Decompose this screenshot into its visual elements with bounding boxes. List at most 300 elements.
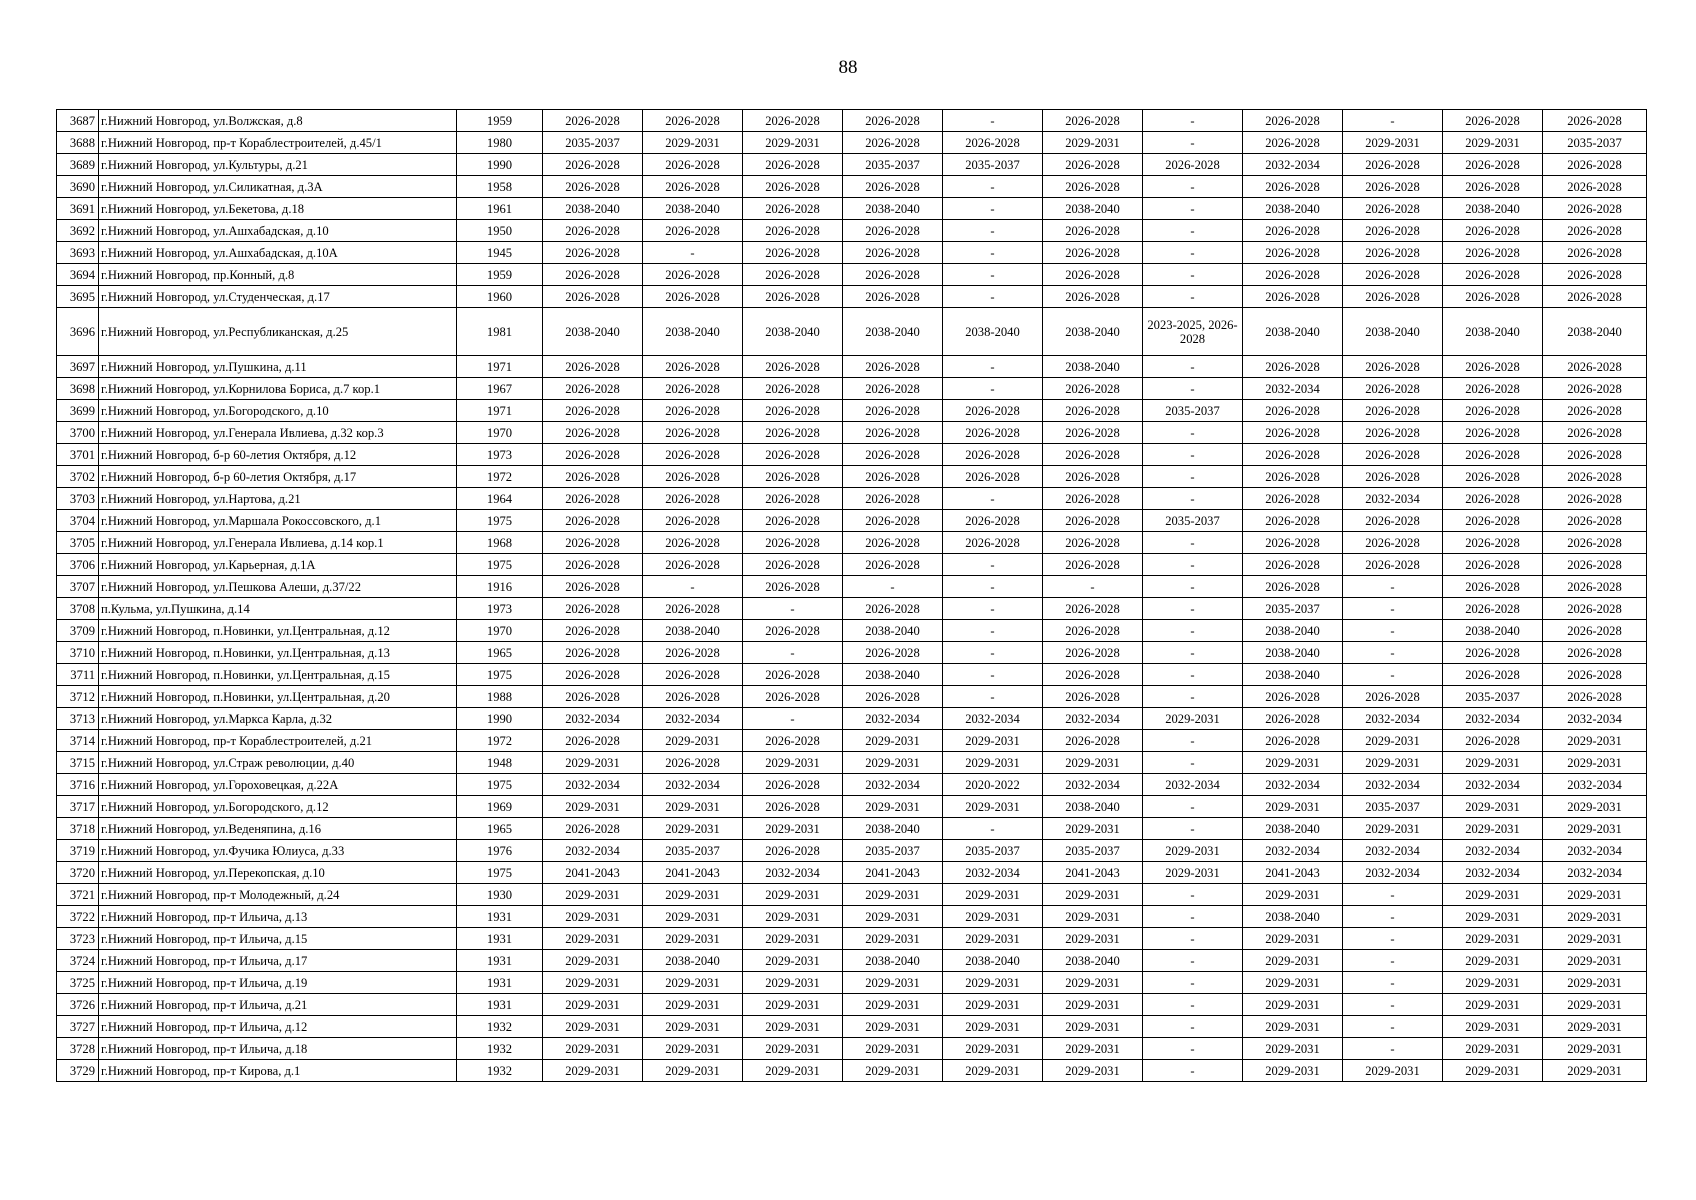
work-period-cell: 2035-2037 bbox=[843, 840, 943, 862]
work-period-cell: 2026-2028 bbox=[543, 818, 643, 840]
work-period-cell: 2029-2031 bbox=[1543, 1060, 1647, 1082]
work-period-cell: 2026-2028 bbox=[1443, 356, 1543, 378]
address-cell: г.Нижний Новгород, б-р 60-летия Октября, д.12 bbox=[99, 444, 457, 466]
work-period-cell: 2026-2028 bbox=[543, 730, 643, 752]
year-built-cell: 1959 bbox=[457, 264, 543, 286]
work-period-cell: 2026-2028 bbox=[643, 378, 743, 400]
work-period-cell: 2035-2037 bbox=[943, 840, 1043, 862]
work-period-cell: 2029-2031 bbox=[1443, 906, 1543, 928]
address-cell: г.Нижний Новгород, ул.Республиканская, д.25 bbox=[99, 308, 457, 356]
work-period-cell: 2026-2028 bbox=[1543, 532, 1647, 554]
work-period-cell: 2029-2031 bbox=[843, 928, 943, 950]
work-period-cell: 2026-2028 bbox=[643, 220, 743, 242]
work-period-cell: 2029-2031 bbox=[743, 950, 843, 972]
work-period-cell: 2038-2040 bbox=[643, 308, 743, 356]
work-period-cell: 2032-2034 bbox=[643, 708, 743, 730]
row-number-cell: 3703 bbox=[57, 488, 99, 510]
year-built-cell: 1980 bbox=[457, 132, 543, 154]
work-period-cell: 2026-2028 bbox=[1243, 400, 1343, 422]
work-period-cell: 2029-2031 bbox=[1543, 928, 1647, 950]
work-period-cell: 2026-2028 bbox=[643, 752, 743, 774]
work-period-cell: 2032-2034 bbox=[1443, 774, 1543, 796]
work-period-cell: - bbox=[943, 576, 1043, 598]
work-period-cell: 2035-2037 bbox=[1343, 796, 1443, 818]
work-period-cell: - bbox=[943, 110, 1043, 132]
work-period-cell: 2038-2040 bbox=[1443, 308, 1543, 356]
work-period-cell: 2032-2034 bbox=[1043, 774, 1143, 796]
work-period-cell: 2035-2037 bbox=[643, 840, 743, 862]
work-period-cell: 2038-2040 bbox=[1443, 198, 1543, 220]
row-number-cell: 3722 bbox=[57, 906, 99, 928]
row-number-cell: 3712 bbox=[57, 686, 99, 708]
table-row bbox=[57, 730, 1647, 752]
year-built-cell: 1972 bbox=[457, 730, 543, 752]
work-period-cell: 2026-2028 bbox=[743, 730, 843, 752]
work-period-cell: - bbox=[943, 356, 1043, 378]
work-period-cell: - bbox=[1343, 1016, 1443, 1038]
address-cell: г.Нижний Новгород, ул.Студенческая, д.17 bbox=[99, 286, 457, 308]
work-period-cell: 2032-2034 bbox=[543, 774, 643, 796]
address-cell: г.Нижний Новгород, пр-т Ильича, д.21 bbox=[99, 994, 457, 1016]
work-period-cell: 2026-2028 bbox=[543, 488, 643, 510]
address-cell: г.Нижний Новгород, ул.Генерала Ивлиева, д.14 кор.1 bbox=[99, 532, 457, 554]
work-period-cell: 2026-2028 bbox=[1443, 242, 1543, 264]
address-cell: г.Нижний Новгород, ул.Корнилова Бориса, д.7 кор.1 bbox=[99, 378, 457, 400]
work-period-cell: 2026-2028 bbox=[1543, 154, 1647, 176]
work-period-cell: 2026-2028 bbox=[1243, 356, 1343, 378]
work-period-cell: 2026-2028 bbox=[843, 422, 943, 444]
work-period-cell: 2026-2028 bbox=[1043, 730, 1143, 752]
work-period-cell: 2029-2031 bbox=[1543, 884, 1647, 906]
work-period-cell: 2026-2028 bbox=[1243, 532, 1343, 554]
work-period-cell: 2029-2031 bbox=[743, 928, 843, 950]
work-period-cell: 2038-2040 bbox=[543, 198, 643, 220]
work-period-cell: 2038-2040 bbox=[743, 308, 843, 356]
work-period-cell: 2026-2028 bbox=[1343, 356, 1443, 378]
year-built-cell: 1931 bbox=[457, 906, 543, 928]
work-period-cell: 2029-2031 bbox=[743, 752, 843, 774]
work-period-cell: 2026-2028 bbox=[1043, 422, 1143, 444]
work-period-cell: 2026-2028 bbox=[1243, 132, 1343, 154]
work-period-cell: 2026-2028 bbox=[543, 664, 643, 686]
work-period-cell: 2026-2028 bbox=[1343, 532, 1443, 554]
table-row bbox=[57, 554, 1647, 576]
work-period-cell: 2038-2040 bbox=[1243, 818, 1343, 840]
work-period-cell: 2026-2028 bbox=[743, 620, 843, 642]
table-row bbox=[57, 264, 1647, 286]
work-period-cell: - bbox=[643, 242, 743, 264]
table-row bbox=[57, 532, 1647, 554]
row-number-cell: 3699 bbox=[57, 400, 99, 422]
work-period-cell: 2029-2031 bbox=[1343, 1060, 1443, 1082]
work-period-cell: - bbox=[943, 488, 1043, 510]
work-period-cell: 2032-2034 bbox=[1343, 840, 1443, 862]
work-period-cell: 2026-2028 bbox=[1543, 466, 1647, 488]
table-row bbox=[57, 642, 1647, 664]
work-period-cell: 2026-2028 bbox=[843, 378, 943, 400]
work-period-cell: 2038-2040 bbox=[1043, 198, 1143, 220]
work-period-cell: 2026-2028 bbox=[543, 444, 643, 466]
work-period-cell: 2032-2034 bbox=[1543, 862, 1647, 884]
work-period-cell: 2026-2028 bbox=[1543, 422, 1647, 444]
work-period-cell: 2026-2028 bbox=[643, 286, 743, 308]
work-period-cell: 2026-2028 bbox=[1443, 554, 1543, 576]
work-period-cell: 2032-2034 bbox=[1243, 840, 1343, 862]
address-cell: г.Нижний Новгород, ул.Перекопская, д.10 bbox=[99, 862, 457, 884]
row-number-cell: 3688 bbox=[57, 132, 99, 154]
work-period-cell: - bbox=[1343, 598, 1443, 620]
work-period-cell: 2026-2028 bbox=[1443, 154, 1543, 176]
address-cell: г.Нижний Новгород, п.Новинки, ул.Центральная, д.20 bbox=[99, 686, 457, 708]
work-period-cell: 2026-2028 bbox=[1543, 554, 1647, 576]
address-cell: г.Нижний Новгород, пр-т Кораблестроителей, д.45/1 bbox=[99, 132, 457, 154]
work-period-cell: 2026-2028 bbox=[843, 356, 943, 378]
work-period-cell: 2026-2028 bbox=[1043, 220, 1143, 242]
work-period-cell: 2029-2031 bbox=[1243, 752, 1343, 774]
work-period-cell: - bbox=[943, 554, 1043, 576]
work-period-cell: - bbox=[1343, 906, 1443, 928]
table-row bbox=[57, 620, 1647, 642]
work-period-cell: 2029-2031 bbox=[1043, 884, 1143, 906]
work-period-cell: 2029-2031 bbox=[1243, 950, 1343, 972]
work-period-cell: 2029-2031 bbox=[1343, 818, 1443, 840]
work-period-cell: 2038-2040 bbox=[1043, 308, 1143, 356]
row-number-cell: 3723 bbox=[57, 928, 99, 950]
work-period-cell: 2026-2028 bbox=[843, 176, 943, 198]
work-period-cell: 2026-2028 bbox=[843, 488, 943, 510]
work-period-cell: 2026-2028 bbox=[543, 686, 643, 708]
table-row bbox=[57, 972, 1647, 994]
work-period-cell: 2029-2031 bbox=[1443, 818, 1543, 840]
row-number-cell: 3729 bbox=[57, 1060, 99, 1082]
work-period-cell: 2032-2034 bbox=[1443, 862, 1543, 884]
address-cell: г.Нижний Новгород, ул.Генерала Ивлиева, д.32 кор.3 bbox=[99, 422, 457, 444]
work-period-cell: 2029-2031 bbox=[1543, 1038, 1647, 1060]
address-cell: г.Нижний Новгород, ул.Гороховецкая, д.22А bbox=[99, 774, 457, 796]
work-period-cell: 2035-2037 bbox=[1543, 132, 1647, 154]
work-period-cell: 2026-2028 bbox=[1343, 242, 1443, 264]
work-period-cell: 2029-2031 bbox=[843, 972, 943, 994]
work-period-cell: 2026-2028 bbox=[743, 356, 843, 378]
work-period-cell: 2032-2034 bbox=[1343, 488, 1443, 510]
work-period-cell: 2032-2034 bbox=[1443, 840, 1543, 862]
work-period-cell: 2026-2028 bbox=[743, 510, 843, 532]
work-period-cell: 2026-2028 bbox=[843, 510, 943, 532]
work-period-cell: 2026-2028 bbox=[1043, 242, 1143, 264]
work-period-cell: 2032-2034 bbox=[843, 708, 943, 730]
table-row bbox=[57, 598, 1647, 620]
work-period-cell: 2026-2028 bbox=[543, 554, 643, 576]
work-period-cell: 2029-2031 bbox=[1443, 950, 1543, 972]
row-number-cell: 3698 bbox=[57, 378, 99, 400]
row-number-cell: 3711 bbox=[57, 664, 99, 686]
table-row bbox=[57, 884, 1647, 906]
work-period-cell: 2026-2028 bbox=[843, 642, 943, 664]
work-period-cell: - bbox=[943, 264, 1043, 286]
work-period-cell: 2026-2028 bbox=[1043, 620, 1143, 642]
work-period-cell: 2023-2025, 2026-2028 bbox=[1143, 308, 1243, 356]
work-period-cell: 2038-2040 bbox=[1243, 664, 1343, 686]
table-row bbox=[57, 686, 1647, 708]
work-period-cell: 2038-2040 bbox=[1443, 620, 1543, 642]
work-period-cell: 2029-2031 bbox=[643, 972, 743, 994]
table-row bbox=[57, 906, 1647, 928]
address-cell: г.Нижний Новгород, пр-т Кораблестроителей, д.21 bbox=[99, 730, 457, 752]
year-built-cell: 1930 bbox=[457, 884, 543, 906]
work-period-cell: 2026-2028 bbox=[543, 378, 643, 400]
work-period-cell: 2035-2037 bbox=[1143, 400, 1243, 422]
work-period-cell: 2026-2028 bbox=[1543, 356, 1647, 378]
row-number-cell: 3704 bbox=[57, 510, 99, 532]
work-period-cell: 2029-2031 bbox=[543, 1038, 643, 1060]
work-period-cell: 2026-2028 bbox=[543, 356, 643, 378]
table-body bbox=[57, 110, 1647, 1082]
work-period-cell: 2032-2034 bbox=[1343, 774, 1443, 796]
work-period-cell: - bbox=[1343, 576, 1443, 598]
work-period-cell: 2026-2028 bbox=[543, 176, 643, 198]
work-period-cell: 2026-2028 bbox=[543, 220, 643, 242]
work-period-cell: 2026-2028 bbox=[1343, 378, 1443, 400]
work-period-cell: 2038-2040 bbox=[1243, 198, 1343, 220]
work-period-cell: - bbox=[943, 176, 1043, 198]
work-period-cell: 2038-2040 bbox=[843, 818, 943, 840]
work-period-cell: - bbox=[1143, 444, 1243, 466]
address-cell: г.Нижний Новгород, ул.Волжская, д.8 bbox=[99, 110, 457, 132]
work-period-cell: 2029-2031 bbox=[543, 972, 643, 994]
year-built-cell: 1931 bbox=[457, 928, 543, 950]
work-period-cell: 2026-2028 bbox=[1043, 488, 1143, 510]
work-period-cell: 2026-2028 bbox=[543, 242, 643, 264]
work-period-cell: - bbox=[1143, 488, 1243, 510]
work-period-cell: 2026-2028 bbox=[843, 554, 943, 576]
work-period-cell: 2026-2028 bbox=[1243, 422, 1343, 444]
work-period-cell: - bbox=[1343, 664, 1443, 686]
work-period-cell: 2029-2031 bbox=[1043, 1038, 1143, 1060]
row-number-cell: 3696 bbox=[57, 308, 99, 356]
work-period-cell: 2038-2040 bbox=[1243, 620, 1343, 642]
year-built-cell: 1972 bbox=[457, 466, 543, 488]
work-period-cell: 2032-2034 bbox=[543, 840, 643, 862]
work-period-cell: 2029-2031 bbox=[643, 906, 743, 928]
table-row bbox=[57, 356, 1647, 378]
work-period-cell: 2029-2031 bbox=[1443, 132, 1543, 154]
work-period-cell: - bbox=[943, 642, 1043, 664]
work-period-cell: 2026-2028 bbox=[1243, 554, 1343, 576]
work-period-cell: 2029-2031 bbox=[1543, 906, 1647, 928]
work-period-cell: 2029-2031 bbox=[1043, 752, 1143, 774]
work-period-cell: 2026-2028 bbox=[1443, 422, 1543, 444]
work-period-cell: 2026-2028 bbox=[543, 154, 643, 176]
work-period-cell: 2026-2028 bbox=[843, 110, 943, 132]
work-period-cell: 2029-2031 bbox=[943, 994, 1043, 1016]
work-period-cell: - bbox=[1143, 176, 1243, 198]
work-period-cell: 2026-2028 bbox=[943, 532, 1043, 554]
work-period-cell: 2026-2028 bbox=[1243, 510, 1343, 532]
work-period-cell: 2026-2028 bbox=[1443, 510, 1543, 532]
work-period-cell: - bbox=[843, 576, 943, 598]
work-period-cell: 2026-2028 bbox=[1443, 642, 1543, 664]
work-period-cell: 2026-2028 bbox=[1043, 510, 1143, 532]
work-period-cell: 2029-2031 bbox=[943, 1038, 1043, 1060]
work-period-cell: - bbox=[743, 598, 843, 620]
work-period-cell: 2026-2028 bbox=[1043, 466, 1143, 488]
work-period-cell: 2029-2031 bbox=[1343, 752, 1443, 774]
work-period-cell: 2035-2037 bbox=[1143, 510, 1243, 532]
table-row bbox=[57, 110, 1647, 132]
row-number-cell: 3700 bbox=[57, 422, 99, 444]
address-cell: г.Нижний Новгород, ул.Пешкова Алеши, д.37/22 bbox=[99, 576, 457, 598]
work-period-cell: 2026-2028 bbox=[1543, 264, 1647, 286]
year-built-cell: 1975 bbox=[457, 774, 543, 796]
work-period-cell: 2026-2028 bbox=[643, 356, 743, 378]
work-period-cell: 2026-2028 bbox=[1543, 642, 1647, 664]
year-built-cell: 1971 bbox=[457, 356, 543, 378]
work-period-cell: 2026-2028 bbox=[743, 264, 843, 286]
table-row bbox=[57, 154, 1647, 176]
work-period-cell: 2032-2034 bbox=[1243, 154, 1343, 176]
work-period-cell: - bbox=[1143, 532, 1243, 554]
work-period-cell: - bbox=[943, 818, 1043, 840]
work-period-cell: 2029-2031 bbox=[543, 796, 643, 818]
work-period-cell: - bbox=[1143, 554, 1243, 576]
work-period-cell: - bbox=[1143, 906, 1243, 928]
address-cell: г.Нижний Новгород, ул.Бекетова, д.18 bbox=[99, 198, 457, 220]
work-period-cell: 2026-2028 bbox=[1343, 154, 1443, 176]
work-period-cell: 2026-2028 bbox=[1343, 220, 1443, 242]
table-row bbox=[57, 928, 1647, 950]
work-period-cell: 2026-2028 bbox=[1243, 242, 1343, 264]
address-cell: г.Нижний Новгород, пр-т Ильича, д.19 bbox=[99, 972, 457, 994]
work-period-cell: 2038-2040 bbox=[643, 620, 743, 642]
year-built-cell: 1950 bbox=[457, 220, 543, 242]
address-cell: г.Нижний Новгород, пр.Конный, д.8 bbox=[99, 264, 457, 286]
work-period-cell: 2035-2037 bbox=[1043, 840, 1143, 862]
work-period-cell: 2026-2028 bbox=[1443, 264, 1543, 286]
work-period-cell: 2026-2028 bbox=[1443, 400, 1543, 422]
work-period-cell: 2026-2028 bbox=[1243, 576, 1343, 598]
work-period-cell: - bbox=[1143, 466, 1243, 488]
work-period-cell: 2029-2031 bbox=[743, 884, 843, 906]
work-period-cell: 2029-2031 bbox=[1143, 862, 1243, 884]
work-period-cell: - bbox=[1043, 576, 1143, 598]
work-period-cell: 2026-2028 bbox=[543, 642, 643, 664]
work-period-cell: 2026-2028 bbox=[1043, 642, 1143, 664]
year-built-cell: 1965 bbox=[457, 818, 543, 840]
work-period-cell: - bbox=[1343, 884, 1443, 906]
work-period-cell: 2029-2031 bbox=[1043, 906, 1143, 928]
work-period-cell: 2026-2028 bbox=[643, 510, 743, 532]
work-period-cell: 2029-2031 bbox=[1243, 1038, 1343, 1060]
year-built-cell: 1948 bbox=[457, 752, 543, 774]
work-period-cell: 2026-2028 bbox=[1543, 220, 1647, 242]
work-period-cell: 2029-2031 bbox=[643, 994, 743, 1016]
table-row bbox=[57, 708, 1647, 730]
row-number-cell: 3689 bbox=[57, 154, 99, 176]
table-row bbox=[57, 862, 1647, 884]
year-built-cell: 1916 bbox=[457, 576, 543, 598]
work-period-cell: 2032-2034 bbox=[1343, 862, 1443, 884]
work-period-cell: 2026-2028 bbox=[643, 642, 743, 664]
work-period-cell: 2026-2028 bbox=[643, 154, 743, 176]
row-number-cell: 3718 bbox=[57, 818, 99, 840]
work-period-cell: 2026-2028 bbox=[543, 286, 643, 308]
work-period-cell: 2041-2043 bbox=[643, 862, 743, 884]
address-cell: г.Нижний Новгород, ул.Ашхабадская, д.10 bbox=[99, 220, 457, 242]
row-number-cell: 3702 bbox=[57, 466, 99, 488]
work-period-cell: 2029-2031 bbox=[743, 906, 843, 928]
address-cell: г.Нижний Новгород, ул.Силикатная, д.3А bbox=[99, 176, 457, 198]
work-period-cell: 2026-2028 bbox=[1243, 444, 1343, 466]
work-period-cell: 2026-2028 bbox=[1543, 510, 1647, 532]
work-period-cell: 2026-2028 bbox=[643, 264, 743, 286]
work-period-cell: 2026-2028 bbox=[1443, 730, 1543, 752]
address-cell: г.Нижний Новгород, ул.Нартова, д.21 bbox=[99, 488, 457, 510]
work-period-cell: 2026-2028 bbox=[843, 466, 943, 488]
table-row bbox=[57, 488, 1647, 510]
work-period-cell: 2026-2028 bbox=[543, 576, 643, 598]
work-period-cell: 2029-2031 bbox=[543, 884, 643, 906]
work-period-cell: 2029-2031 bbox=[843, 1016, 943, 1038]
address-cell: г.Нижний Новгород, п.Новинки, ул.Центральная, д.15 bbox=[99, 664, 457, 686]
work-period-cell: 2029-2031 bbox=[1443, 796, 1543, 818]
work-period-cell: 2026-2028 bbox=[743, 220, 843, 242]
work-period-cell: 2032-2034 bbox=[1543, 708, 1647, 730]
work-period-cell: - bbox=[1343, 620, 1443, 642]
table-row bbox=[57, 422, 1647, 444]
work-period-cell: - bbox=[1143, 642, 1243, 664]
year-built-cell: 1960 bbox=[457, 286, 543, 308]
work-period-cell: - bbox=[1343, 1038, 1443, 1060]
work-period-cell: 2038-2040 bbox=[1343, 308, 1443, 356]
work-period-cell: 2029-2031 bbox=[843, 1038, 943, 1060]
work-period-cell: 2029-2031 bbox=[1543, 994, 1647, 1016]
work-period-cell: - bbox=[1143, 378, 1243, 400]
address-cell: г.Нижний Новгород, ул.Веденяпина, д.16 bbox=[99, 818, 457, 840]
work-period-cell: 2029-2031 bbox=[743, 1060, 843, 1082]
year-built-cell: 1975 bbox=[457, 862, 543, 884]
row-number-cell: 3716 bbox=[57, 774, 99, 796]
work-period-cell: 2026-2028 bbox=[743, 488, 843, 510]
work-period-cell: 2026-2028 bbox=[1343, 286, 1443, 308]
work-period-cell: 2026-2028 bbox=[1043, 110, 1143, 132]
work-period-cell: 2026-2028 bbox=[1043, 286, 1143, 308]
work-period-cell: 2038-2040 bbox=[843, 950, 943, 972]
work-period-cell: - bbox=[943, 220, 1043, 242]
work-period-cell: 2026-2028 bbox=[1443, 444, 1543, 466]
work-period-cell: 2029-2031 bbox=[1243, 796, 1343, 818]
work-period-cell: 2038-2040 bbox=[1243, 906, 1343, 928]
work-period-cell: 2026-2028 bbox=[1443, 488, 1543, 510]
work-period-cell: 2029-2031 bbox=[1143, 708, 1243, 730]
work-period-cell: 2026-2028 bbox=[943, 400, 1043, 422]
table-row bbox=[57, 796, 1647, 818]
address-cell: п.Кульма, ул.Пушкина, д.14 bbox=[99, 598, 457, 620]
work-period-cell: 2026-2028 bbox=[1043, 598, 1143, 620]
work-period-cell: 2026-2028 bbox=[1343, 422, 1443, 444]
work-period-cell: 2026-2028 bbox=[743, 110, 843, 132]
work-period-cell: 2029-2031 bbox=[643, 132, 743, 154]
work-period-cell: 2026-2028 bbox=[1343, 264, 1443, 286]
work-period-cell: 2026-2028 bbox=[643, 598, 743, 620]
work-period-cell: 2026-2028 bbox=[743, 400, 843, 422]
page-number: 88 bbox=[838, 57, 858, 78]
work-period-cell: 2026-2028 bbox=[843, 264, 943, 286]
work-period-cell: 2029-2031 bbox=[843, 994, 943, 1016]
work-period-cell: 2032-2034 bbox=[643, 774, 743, 796]
work-period-cell: - bbox=[1143, 198, 1243, 220]
work-period-cell: 2026-2028 bbox=[843, 400, 943, 422]
work-period-cell: 2026-2028 bbox=[1043, 664, 1143, 686]
